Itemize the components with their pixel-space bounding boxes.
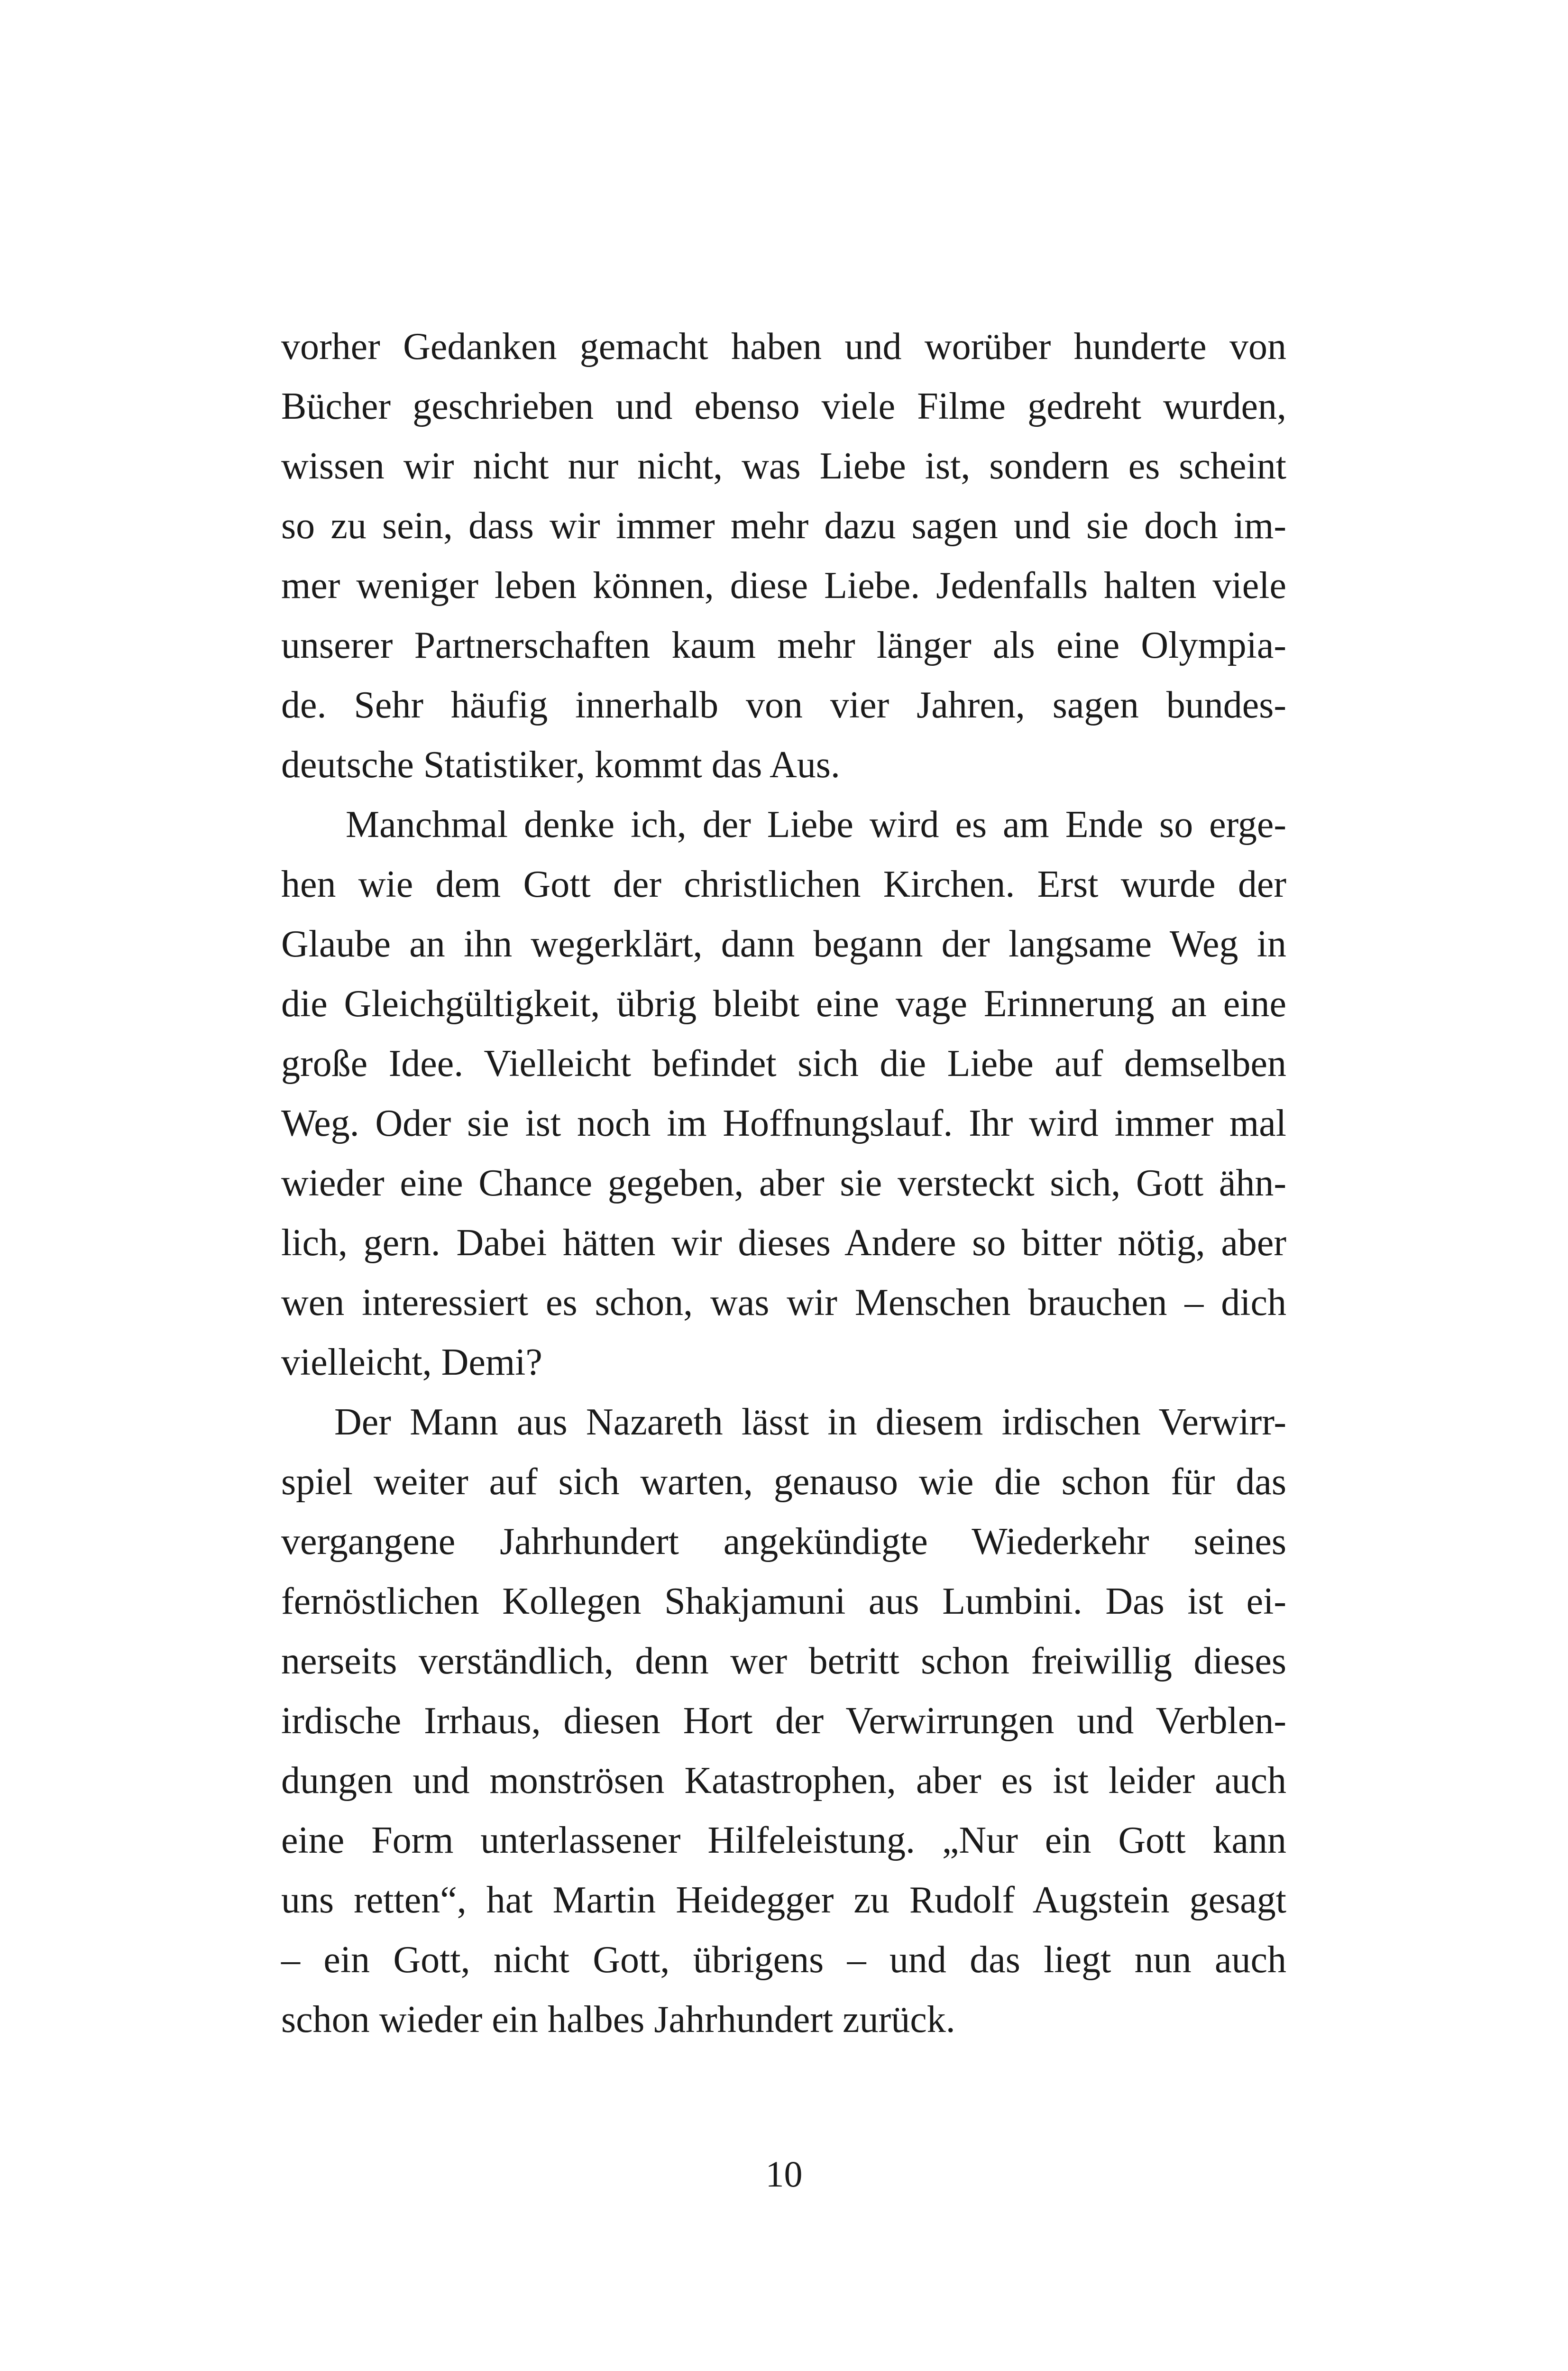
text-line: eine Form unterlassener Hilfeleistung. „Nur ein Gott kann — [281, 1820, 1286, 1861]
text-line: so zu sein, dass wir immer mehr dazu sagen und sie doch im- — [281, 505, 1286, 547]
text-line: Manchmal denke ich, der Liebe wird es am Ende so erge- — [346, 804, 1286, 845]
text-line: Glaube an ihn wegerklärt, dann begann der langsame Weg in — [281, 923, 1286, 965]
text-line: spiel weiter auf sich warten, genauso wie die schon für das — [281, 1461, 1286, 1503]
page-number: 10 — [765, 2153, 803, 2195]
text-line: vielleicht, Demi? — [281, 1342, 542, 1383]
text-line: fernöstlichen Kollegen Shakjamuni aus Lumbini. Das ist ei- — [281, 1581, 1286, 1622]
text-line: – ein Gott, nicht Gott, übrigens – und das liegt nun auch — [281, 1939, 1286, 1981]
text-line: wen interessiert es schon, was wir Menschen brauchen – dich — [281, 1282, 1286, 1323]
text-line: wieder eine Chance gegeben, aber sie versteckt sich, Gott ähn- — [281, 1162, 1286, 1204]
text-line: vergangene Jahrhundert angekündigte Wiederkehr seines — [281, 1521, 1286, 1562]
text-line: lich, gern. Dabei hätten wir dieses Andere so bitter nötig, aber — [281, 1222, 1286, 1264]
text-line: unserer Partnerschaften kaum mehr länger als eine Olympia- — [281, 625, 1286, 666]
text-line: de. Sehr häufig innerhalb von vier Jahren, sagen bundes- — [281, 684, 1286, 726]
text-line: Weg. Oder sie ist noch im Hoffnungslauf. Ihr wird immer mal — [281, 1103, 1286, 1144]
text-line: mer weniger leben können, diese Liebe. Jedenfalls halten viele — [281, 565, 1286, 607]
text-line: die Gleichgültigkeit, übrig bleibt eine vage Erinnerung an eine — [281, 983, 1286, 1025]
text-line: schon wieder ein halbes Jahrhundert zurück. — [281, 1999, 955, 2040]
text-line: dungen und monströsen Katastrophen, aber es ist leider auch — [281, 1760, 1286, 1801]
text-line: irdische Irrhaus, diesen Hort der Verwirrungen und Verblen- — [281, 1700, 1286, 1742]
text-line: Bücher geschrieben und ebenso viele Filme gedreht wurden, — [281, 386, 1286, 427]
text-line: nerseits verständlich, denn wer betritt schon freiwillig dieses — [281, 1640, 1286, 1682]
text-line: uns retten“, hat Martin Heidegger zu Rudolf Augstein gesagt — [281, 1879, 1286, 1921]
text-line: hen wie dem Gott der christlichen Kirchen. Erst wurde der — [281, 864, 1286, 905]
text-line: große Idee. Vielleicht befindet sich die Liebe auf demselben — [281, 1043, 1286, 1084]
paragraph-2 — [281, 795, 1286, 1392]
body-text — [281, 317, 1286, 2049]
text-line: vorher Gedanken gemacht haben und worüber hunderte von — [281, 326, 1286, 368]
text-line: wissen wir nicht nur nicht, was Liebe ist, sondern es scheint — [281, 445, 1286, 487]
paragraph-1 — [281, 317, 1286, 795]
text-line: Der Mann aus Nazareth lässt in diesem irdischen Verwirr- — [334, 1401, 1286, 1443]
text-line: deutsche Statistiker, kommt das Aus. — [281, 744, 840, 786]
paragraph-3 — [281, 1392, 1286, 2049]
